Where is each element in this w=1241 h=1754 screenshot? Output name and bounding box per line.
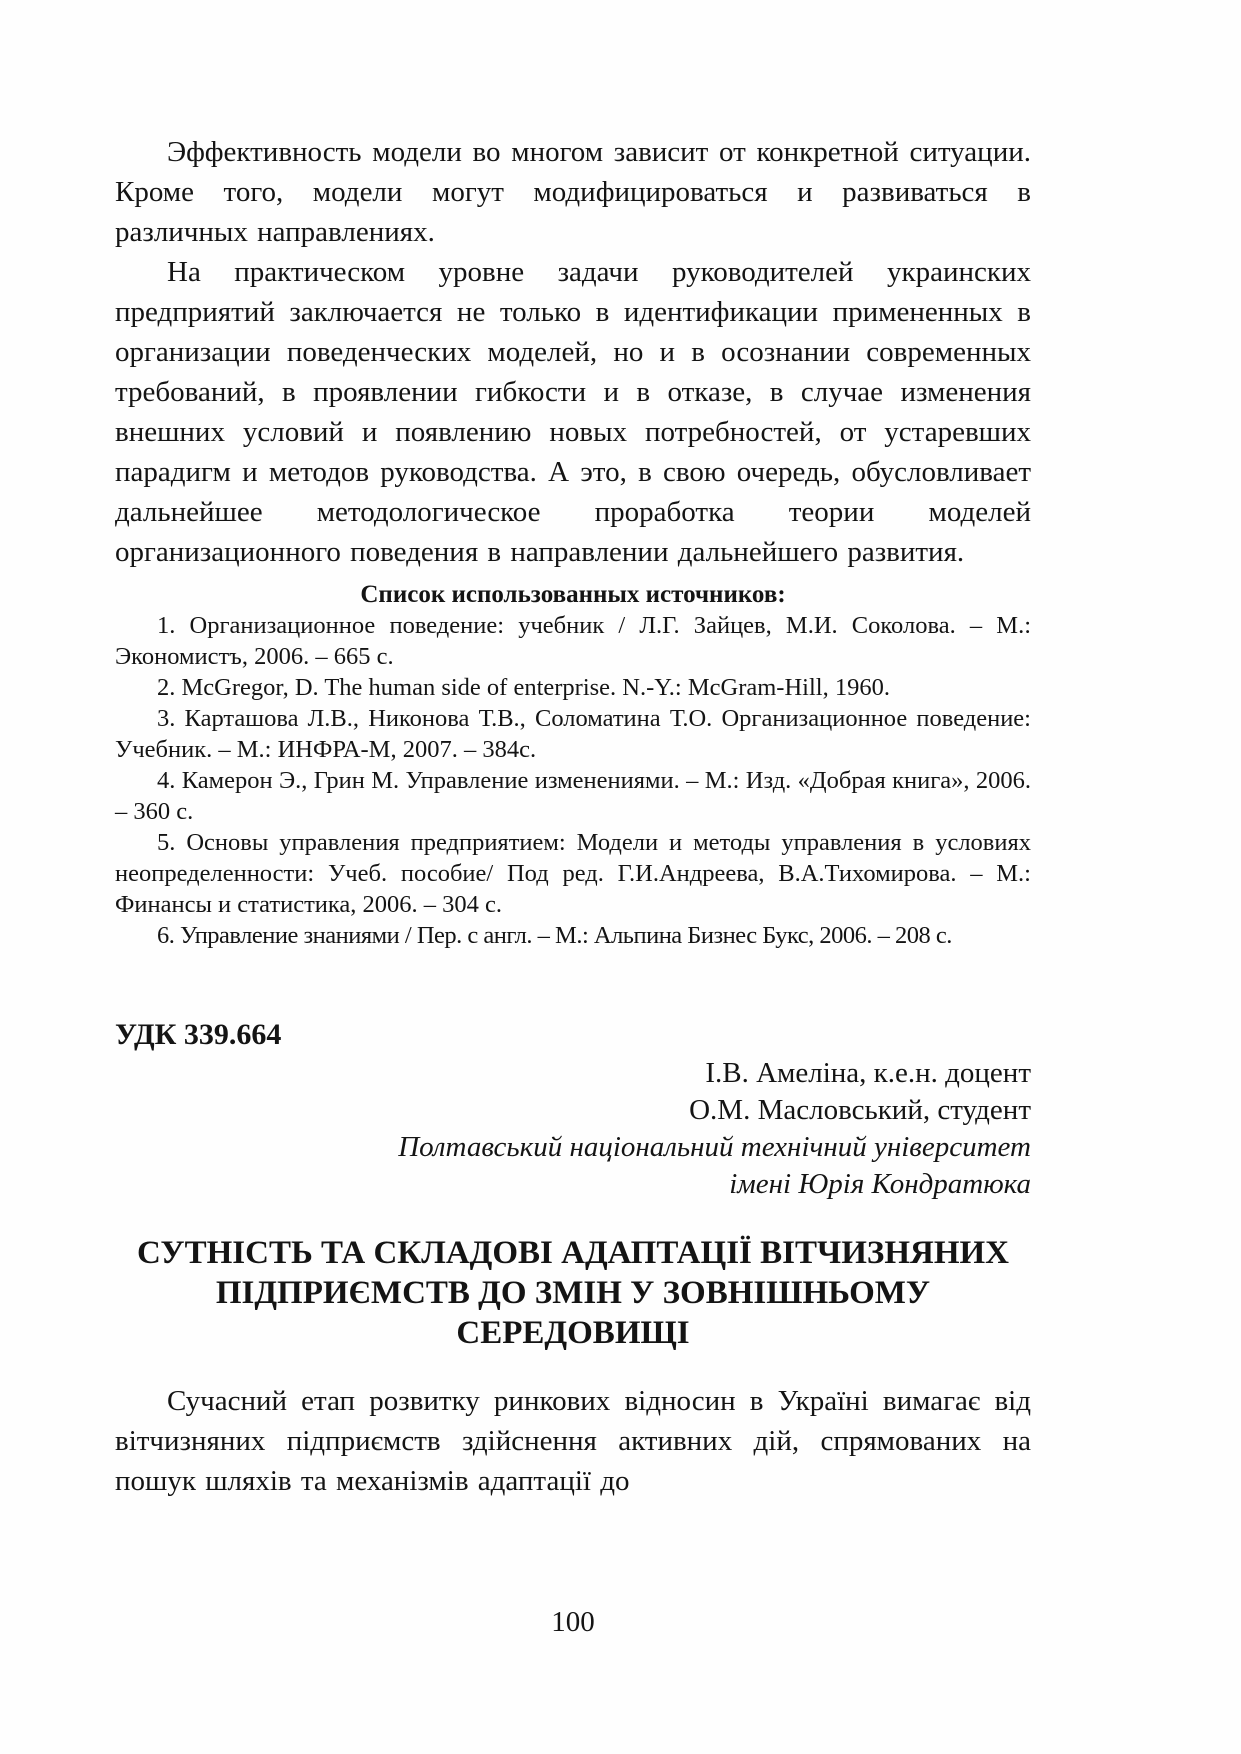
page-number: 100 <box>551 1606 595 1638</box>
reference-item: 4. Камерон Э., Грин М. Управление изменениями. – М.: Изд. «Добрая книга», 2006. – 360 с. <box>115 767 1031 825</box>
affiliation-line: імені Юрія Кондратюка <box>729 1168 1031 1200</box>
text-column <box>115 0 1031 1501</box>
lead-paragraph: Сучасний етап розвитку ринкових відносин в Україні вимагає від вітчизняних підприємств здійснення активних дій, спрямованих на пошук шляхів та механізмів адаптації до <box>115 1385 1031 1497</box>
affiliation-line: Полтавський національний технічний університет <box>398 1131 1031 1163</box>
article-title-line: СУТНІСТЬ ТА СКЛАДОВІ АДАПТАЦІЇ ВІТЧИЗНЯНИХ <box>136 1235 1009 1271</box>
article-title-line: ПІДПРИЄМСТВ ДО ЗМІН У ЗОВНІШНЬОМУ <box>215 1275 931 1311</box>
reference-item: 5. Основы управления предприятием: Модели и методы управления в условиях неопределенности: Учеб. пособие/ Под ред. Г.И.Андреева, В.А.Тихомирова. – М.: Финансы и статистика, 2006. – 304 с. <box>115 829 1031 918</box>
article-title-line: СЕРЕДОВИЩІ <box>456 1315 690 1351</box>
author-line: О.М. Масловський, студент <box>689 1094 1031 1126</box>
udc-code: УДК 339.664 <box>115 1018 282 1051</box>
reference-item: 2. McGregor, D. The human side of enterprise. N.-Y.: McGram-Hill, 1960. <box>157 674 890 701</box>
authors-block <box>115 1055 1031 1203</box>
reference-item: 3. Карташова Л.В., Никонова Т.В., Соломатина Т.О. Организационное поведение: Учебник. – М.: ИНФРА-М, 2007. – 384с. <box>115 705 1031 763</box>
reference-item: 1. Организационное поведение: учебник / Л.Г. Зайцев, М.И. Соколова. – М.: Экономистъ, 2006. – 665 с. <box>115 612 1031 670</box>
paragraph: На практическом уровне задачи руководителей украинских предприятий заключается не только в идентификации примененных в организации поведенческих моделей, но и в осознании современных требований, в проявлении гибкости и в отказе, в случае изменения внешних условий и появлению новых потребностей, от устаревших парадигм и методов руководства. А это, в свою очередь, обусловливает дальнейшее методологическое проработка теории моделей организационного поведения в направлении дальнейшего развития. <box>115 256 1031 568</box>
article-title <box>115 1233 1031 1353</box>
author-line: І.В. Амеліна, к.е.н. доцент <box>705 1057 1031 1089</box>
references-heading: Список использованных источников: <box>360 581 786 608</box>
paragraph: Эффективность модели во многом зависит от конкретной ситуации. Кроме того, модели могут модифицироваться и развиваться в различных направлениях. <box>115 136 1031 248</box>
reference-item: 6. Управление знаниями / Пер. с англ. – М.: Альпина Бизнес Букс, 2006. – 208 с. <box>157 922 952 949</box>
